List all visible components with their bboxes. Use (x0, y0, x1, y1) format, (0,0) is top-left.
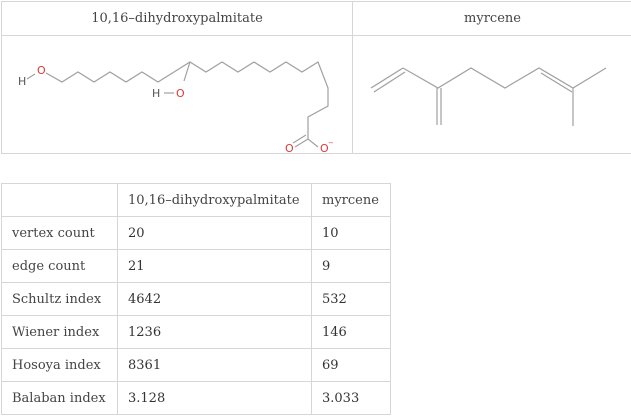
corner-header (2, 184, 118, 217)
table-cell: 532 (312, 283, 391, 316)
table-cell: 21 (118, 250, 312, 283)
myrcene-structure-icon (353, 36, 631, 153)
table-cell: 8361 (118, 349, 312, 382)
table-cell: 1236 (118, 316, 312, 349)
atom-h-1: H (18, 75, 27, 88)
properties-table (1, 183, 391, 415)
column-header-compound-1: 10,16–dihydroxypalmitate (118, 184, 312, 217)
row-label: Schultz index (2, 283, 118, 316)
row-label: edge count (2, 250, 118, 283)
atom-o-3: O (285, 142, 294, 153)
table-row (2, 316, 391, 349)
table-cell: 3.033 (312, 382, 391, 415)
atom-o-2: O (176, 87, 185, 100)
table-cell: 4642 (118, 283, 312, 316)
row-label: vertex count (2, 217, 118, 250)
atom-h-2: H (152, 87, 161, 100)
atom-o-4: O (320, 142, 329, 153)
structure-table (1, 1, 631, 154)
table-row (2, 217, 391, 250)
header-row (2, 184, 391, 217)
compound-name-2: myrcene (353, 2, 631, 36)
table-row (2, 382, 391, 415)
table-row (2, 349, 391, 382)
structure-cell-2 (353, 36, 631, 154)
table-cell: 10 (312, 217, 391, 250)
table-cell: 20 (118, 217, 312, 250)
structure-cell-1 (2, 36, 353, 154)
row-label: Hosoya index (2, 349, 118, 382)
table-cell: 69 (312, 349, 391, 382)
charge-label: − (328, 139, 334, 147)
row-label: Wiener index (2, 316, 118, 349)
table-row (2, 250, 391, 283)
atom-o-1: O (37, 64, 46, 77)
table-row (2, 283, 391, 316)
table-cell: 146 (312, 316, 391, 349)
row-label: Balaban index (2, 382, 118, 415)
column-header-compound-2: myrcene (312, 184, 391, 217)
table-cell: 9 (312, 250, 391, 283)
compound-name-1: 10,16–dihydroxypalmitate (2, 2, 353, 36)
dihydroxypalmitate-structure-icon (2, 36, 352, 153)
table-cell: 3.128 (118, 382, 312, 415)
